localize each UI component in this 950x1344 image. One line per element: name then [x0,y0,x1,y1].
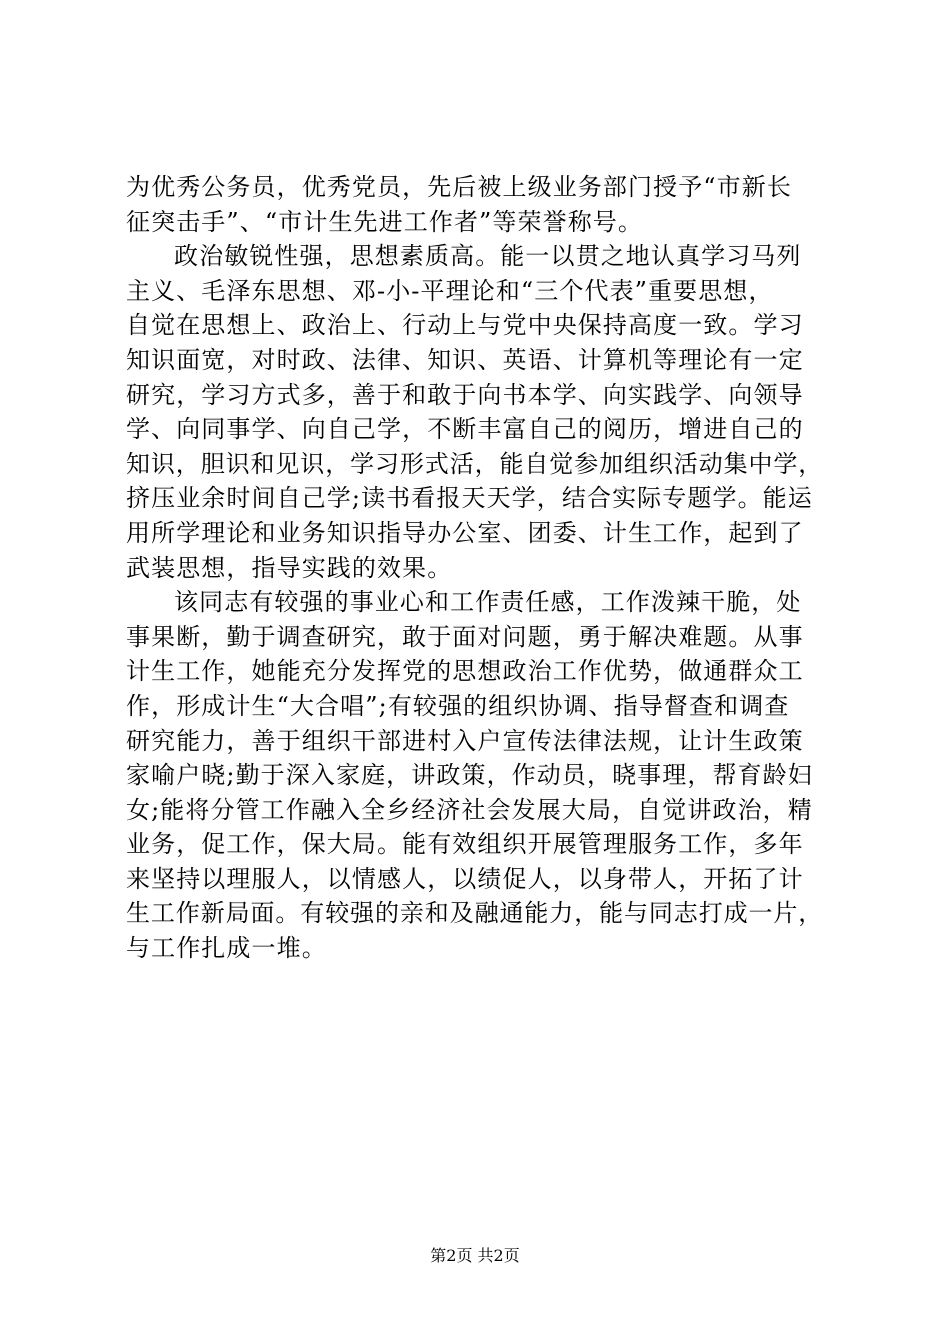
page-number: 第2页 共2页 [430,1246,520,1265]
text-line: 研究能力，善于组织干部进村入户宣传法律法规，让计生政策 [126,726,804,755]
text-line: 知识，胆识和见识，学习形式活，能自觉参加组织活动集中学， [126,449,824,478]
text-line: 挤压业余时间自己学;读书看报天天学，结合实际专题学。能运 [126,484,813,513]
text-line: 学、向同事学、向自己学，不断丰富自己的阅历，增进自己的 [126,415,804,444]
document-body [126,170,826,966]
text-line: 作，形成计生“大合唱”;有较强的组织协调、指导督查和调查 [126,691,790,720]
text-line: 计生工作，她能充分发挥党的思想政治工作优势，做通群众工 [126,657,804,686]
text-line: 用所学理论和业务知识指导办公室、团委、计生工作，起到了 [126,518,804,547]
text-line: 为优秀公务员，优秀党员，先后被上级业务部门授予“市新长 [126,173,792,201]
text-line: 征突击手”、“市计生先进工作者”等荣誉称号。 [126,207,644,236]
text-line: 生工作新局面。有较强的亲和及融通能力，能与同志打成一片， [126,899,824,928]
text-line: 主义、毛泽东思想、邓-小-平理论和“三个代表”重要思想， [126,276,774,305]
text-line: 知识面宽，对时政、法律、知识、英语、计算机等理论有一定 [126,345,804,374]
paragraph-start-line: 政治敏锐性强，思想素质高。能一以贯之地认真学习马列 [174,242,802,271]
text-line: 女;能将分管工作融入全乡经济社会发展大局，自觉讲政治，精 [126,795,813,824]
text-line: 自觉在思想上、政治上、行动上与党中央保持高度一致。学习 [126,311,804,340]
text-line: 业务，促工作，保大局。能有效组织开展管理服务工作，多年 [126,830,804,859]
text-line: 武装思想，指导实践的效果。 [126,553,453,582]
text-line: 来坚持以理服人，以情感人，以绩促人，以身带人，开拓了计 [126,864,804,893]
page-footer [0,1246,950,1266]
text-line: 事果断，勤于调查研究，敢于面对问题，勇于解决难题。从事 [126,622,804,651]
text-line: 研究，学习方式多，善于和敢于向书本学、向实践学、向领导 [126,380,804,409]
text-line: 与工作扎成一堆。 [126,934,327,963]
paragraph-start-line: 该同志有较强的事业心和工作责任感，工作泼辣干脆，处 [174,588,802,617]
text-line: 家喻户晓;勤于深入家庭，讲政策，作动员，晓事理，帮育龄妇 [126,761,813,790]
